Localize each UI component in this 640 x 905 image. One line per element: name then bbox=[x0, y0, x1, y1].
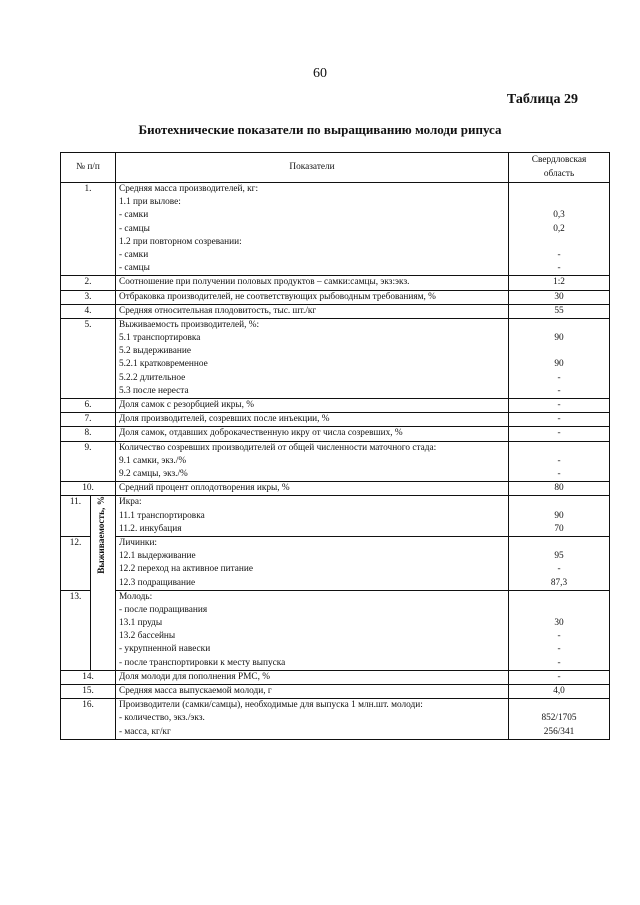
header-indicators: Показатели bbox=[116, 153, 509, 183]
value-line: - bbox=[557, 263, 561, 274]
table-row bbox=[61, 276, 610, 290]
table-row bbox=[61, 496, 610, 537]
indicator-line: 11.1 транспортировка bbox=[119, 510, 205, 521]
indicator-line: 5.3 после нереста bbox=[119, 385, 189, 396]
indicator-line: - укрупненной навески bbox=[119, 644, 211, 655]
indicator-line: - самки bbox=[119, 249, 149, 260]
row-value bbox=[509, 699, 610, 740]
value-line bbox=[512, 183, 606, 196]
indicator-line: - после подращивания bbox=[119, 604, 208, 615]
table-title: Биотехнические показатели по выращиванию молоди рипуса bbox=[138, 122, 502, 137]
value-line bbox=[512, 496, 606, 509]
indicator-line: 9.2 самцы, экз./% bbox=[119, 469, 188, 480]
indicators-table bbox=[60, 152, 610, 740]
table-row bbox=[61, 427, 610, 441]
row-number: 6. bbox=[61, 399, 116, 413]
row-number: 5. bbox=[61, 318, 116, 398]
row-indicator bbox=[116, 496, 509, 537]
indicator-line: 5.2 выдерживание bbox=[119, 346, 191, 357]
row-number: 7. bbox=[61, 413, 116, 427]
value-line bbox=[512, 236, 606, 249]
row-value bbox=[509, 399, 610, 413]
indicator-line: Выживаемость производителей, %: bbox=[119, 319, 260, 330]
row-number: 15. bbox=[61, 685, 116, 699]
row-indicator bbox=[116, 441, 509, 482]
table-row bbox=[61, 304, 610, 318]
row-value bbox=[509, 670, 610, 684]
value-line bbox=[512, 442, 606, 455]
indicator-line: Соотношение при получении половых продуктов – самки:самцы, экз:экз. bbox=[119, 277, 410, 288]
indicator-line: - количество, экз./экз. bbox=[119, 713, 205, 724]
row-indicator bbox=[116, 536, 509, 590]
value-line: 90 bbox=[554, 359, 564, 370]
row-value bbox=[509, 304, 610, 318]
row-indicator bbox=[116, 413, 509, 427]
row-indicator bbox=[116, 399, 509, 413]
row-indicator bbox=[116, 685, 509, 699]
value-line: 80 bbox=[554, 483, 564, 494]
indicator-line: Отбраковка производителей, не соответствующих рыбоводным требованиям, % bbox=[119, 291, 436, 302]
header-region-line2: область bbox=[543, 168, 575, 179]
row-number: 9. bbox=[61, 441, 116, 482]
indicator-line: 13.1 пруды bbox=[119, 618, 163, 629]
row-number: 4. bbox=[61, 304, 116, 318]
value-line: - bbox=[557, 385, 561, 396]
indicator-line: 5.2.2 длительное bbox=[119, 372, 186, 383]
value-line: 30 bbox=[554, 291, 564, 302]
value-line bbox=[512, 319, 606, 332]
indicator-line: Икра: bbox=[119, 497, 142, 508]
value-line: - bbox=[557, 414, 561, 425]
row-indicator bbox=[116, 482, 509, 496]
row-number: 10. bbox=[61, 482, 116, 496]
row-indicator bbox=[116, 590, 509, 670]
indicator-line: 9.1 самки, экз./% bbox=[119, 455, 187, 466]
row-value bbox=[509, 276, 610, 290]
row-number: 8. bbox=[61, 427, 116, 441]
header-region bbox=[509, 153, 610, 183]
indicator-line: 5.1 транспортировка bbox=[119, 333, 201, 344]
indicator-line: Средняя масса выпускаемой молоди, г bbox=[119, 686, 272, 697]
table-header-row bbox=[61, 153, 610, 183]
row-indicator bbox=[116, 304, 509, 318]
value-line: - bbox=[557, 372, 561, 383]
row-indicator bbox=[116, 318, 509, 398]
row-indicator bbox=[116, 183, 509, 276]
row-number: 1. bbox=[61, 183, 116, 276]
indicator-line: 12.2 переход на активное питание bbox=[119, 564, 253, 575]
row-number: 12. bbox=[61, 536, 91, 590]
indicator-line: 5.2.1 кратковременное bbox=[119, 359, 208, 370]
indicator-line: 12.1 выдерживание bbox=[119, 551, 196, 562]
table-row bbox=[61, 590, 610, 670]
indicator-line: 1.2 при повторном созревании: bbox=[119, 236, 242, 247]
header-num: № п/п bbox=[61, 153, 116, 183]
value-line: 0,2 bbox=[553, 223, 565, 234]
value-line: - bbox=[557, 657, 561, 668]
row-value bbox=[509, 685, 610, 699]
value-line: 852/1705 bbox=[541, 713, 577, 724]
value-line: 87,3 bbox=[550, 577, 568, 588]
value-line bbox=[512, 196, 606, 209]
value-line: - bbox=[557, 455, 561, 466]
indicator-line: - после транспортировки к месту выпуска bbox=[119, 657, 286, 668]
value-line: - bbox=[557, 400, 561, 411]
value-line: - bbox=[557, 644, 561, 655]
indicator-line: - самки bbox=[119, 210, 149, 221]
row-indicator bbox=[116, 427, 509, 441]
survival-side-label bbox=[91, 496, 116, 670]
table-row bbox=[61, 482, 610, 496]
indicator-line: - самцы bbox=[119, 223, 150, 234]
value-line: - bbox=[557, 428, 561, 439]
indicator-line: Доля молоди для пополнения РМС, % bbox=[119, 671, 270, 682]
row-indicator bbox=[116, 699, 509, 740]
table-body bbox=[61, 183, 610, 740]
value-line: 4,0 bbox=[553, 686, 565, 697]
indicator-line: Доля производителей, созревших после инъекции, % bbox=[119, 414, 330, 425]
value-line: - bbox=[557, 564, 561, 575]
value-line: 1:2 bbox=[553, 277, 565, 288]
indicator-line: 12.3 подращивание bbox=[119, 577, 196, 588]
row-number: 11. bbox=[61, 496, 91, 537]
header-region-line1: Свердловская bbox=[531, 155, 587, 166]
indicator-line: Производители (самки/самцы), необходимые для выпуска 1 млн.шт. молоди: bbox=[119, 700, 423, 711]
table-row bbox=[61, 699, 610, 740]
value-line: - bbox=[557, 249, 561, 260]
row-number: 16. bbox=[61, 699, 116, 740]
row-number: 13. bbox=[61, 590, 91, 670]
table-row bbox=[61, 536, 610, 590]
indicator-line: Доля самок, отдавших доброкачественную икру от числа созревших, % bbox=[119, 428, 403, 439]
table-row bbox=[61, 183, 610, 276]
indicator-line: - масса, кг/кг bbox=[119, 726, 171, 737]
value-line: 55 bbox=[554, 305, 564, 316]
table-row bbox=[61, 670, 610, 684]
indicator-line: Молодь: bbox=[119, 591, 153, 602]
value-line: - bbox=[557, 631, 561, 642]
row-value bbox=[509, 590, 610, 670]
table-row bbox=[61, 413, 610, 427]
value-line: 70 bbox=[554, 523, 564, 534]
value-line: 90 bbox=[554, 510, 564, 521]
row-number: 2. bbox=[61, 276, 116, 290]
row-value bbox=[509, 536, 610, 590]
survival-side-text: Выживаемость, % bbox=[97, 496, 108, 575]
table-row bbox=[61, 399, 610, 413]
table-label: Таблица 29 bbox=[506, 92, 578, 107]
value-line: 0,3 bbox=[553, 210, 565, 221]
value-line bbox=[512, 699, 606, 712]
row-number: 3. bbox=[61, 290, 116, 304]
row-value bbox=[509, 290, 610, 304]
indicator-line: Доля самок с резорбцией икры, % bbox=[119, 400, 255, 411]
value-line: 95 bbox=[554, 551, 564, 562]
table-row bbox=[61, 290, 610, 304]
value-line: - bbox=[557, 469, 561, 480]
page-number: 60 bbox=[313, 66, 327, 81]
row-value bbox=[509, 482, 610, 496]
row-indicator bbox=[116, 670, 509, 684]
row-number: 14. bbox=[61, 670, 116, 684]
value-line bbox=[512, 604, 606, 617]
row-indicator bbox=[116, 290, 509, 304]
table-row bbox=[61, 441, 610, 482]
indicator-line: 13.2 бассейны bbox=[119, 631, 176, 642]
indicator-line: 11.2. инкубация bbox=[119, 523, 182, 534]
indicator-line: Средняя относительная плодовитость, тыс. шт./кг bbox=[119, 305, 317, 316]
row-value bbox=[509, 427, 610, 441]
row-value bbox=[509, 441, 610, 482]
value-line: 256/341 bbox=[543, 726, 575, 737]
value-line: 30 bbox=[554, 618, 564, 629]
row-indicator bbox=[116, 276, 509, 290]
indicator-line: Количество созревших производителей от общей численности маточного стада: bbox=[119, 442, 437, 453]
table-row bbox=[61, 318, 610, 398]
row-value bbox=[509, 496, 610, 537]
value-line: 90 bbox=[554, 333, 564, 344]
row-value bbox=[509, 413, 610, 427]
value-line bbox=[512, 537, 606, 550]
indicator-line: Личинки: bbox=[119, 537, 157, 548]
indicator-line: Средний процент оплодотворения икры, % bbox=[119, 483, 290, 494]
row-value bbox=[509, 318, 610, 398]
indicator-line: - самцы bbox=[119, 263, 150, 274]
indicator-line: 1.1 при вылове: bbox=[119, 197, 181, 208]
value-line: - bbox=[557, 671, 561, 682]
value-line bbox=[512, 591, 606, 604]
indicator-line: Средняя масса производителей, кг: bbox=[119, 184, 259, 194]
value-line bbox=[512, 345, 606, 358]
row-value bbox=[509, 183, 610, 276]
table-row bbox=[61, 685, 610, 699]
